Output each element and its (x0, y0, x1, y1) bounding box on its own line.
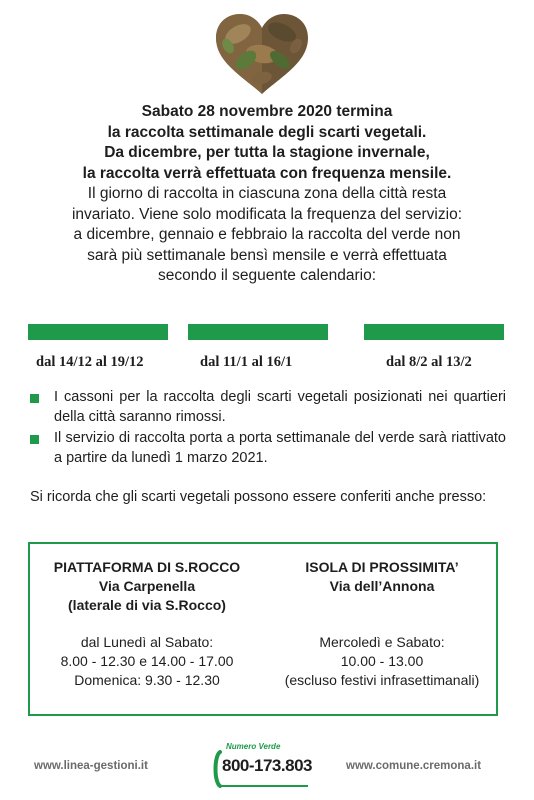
linea-gestioni-link[interactable]: www.linea-gestioni.it (34, 760, 148, 772)
list-item (30, 429, 506, 468)
green-square-bullet-icon (30, 394, 39, 403)
intro-text (20, 102, 514, 287)
bullet-text: Il servizio di raccolta porta a porta settimanale del verde sarà riattivato a partire da lunedì 1 marzo 2021. (54, 430, 506, 466)
location-title: ISOLA DI PROSSIMITA’ (305, 559, 459, 575)
location-hours: Domenica: 9.30 - 12.30 (74, 672, 220, 688)
location-address: Via dell’Annona (329, 578, 435, 594)
location-hours: (escluso festivi infrasettimanali) (284, 672, 480, 688)
green-square-bullet-icon (30, 435, 39, 444)
intro-line: Il giorno di raccolta in ciascuna zona della città resta (87, 185, 447, 202)
location-hours: 8.00 - 12.30 e 14.00 - 17.00 (60, 653, 234, 669)
intro-bold-line: la raccolta verrà effettuata con frequenza mensile. (82, 164, 452, 182)
intro-line: invariato. Viene solo modificata la frequenza del servizio: (71, 205, 462, 223)
comune-cremona-link[interactable]: www.comune.cremona.it (346, 760, 482, 772)
numero-verde-label: Numero Verde (226, 742, 281, 751)
location-hours: 10.00 - 13.00 (340, 653, 424, 669)
intro-line: sarà più settimanale bensì mensile e verrà effettuata (87, 246, 447, 264)
calendar-date-december: dal 14/12 al 19/12 (36, 354, 144, 370)
location-title: PIATTAFORMA DI S.ROCCO (53, 559, 241, 575)
leaf-heart-icon (212, 10, 312, 96)
location-isola-prossimita (266, 558, 498, 690)
calendar-date-january: dal 11/1 al 16/1 (200, 354, 293, 370)
location-hours: Mercoledì e Sabato: (319, 634, 445, 650)
intro-bold-line: Da dicembre, per tutta la stagione invernale, (104, 144, 430, 161)
bullet-text: I cassoni per la raccolta degli scarti vegetali posizionati nei quartieri della città saranno rimossi. (54, 389, 506, 425)
location-address: (laterale di via S.Rocco) (68, 597, 226, 613)
location-san-rocco (34, 558, 260, 690)
reminder-text: Si ricorda che gli scarti vegetali possono essere conferiti anche presso: (30, 489, 487, 505)
list-item (30, 388, 506, 427)
intro-line: secondo il seguente calendario: (157, 267, 376, 284)
intro-bold-line: Sabato 28 novembre 2020 termina (141, 103, 393, 120)
calendar-bar-december (28, 324, 168, 340)
numero-verde-number[interactable]: 800-173.803 (222, 756, 312, 775)
locations-box (28, 542, 498, 716)
intro-line: a dicembre, gennaio e febbraio la raccolta del verde non (73, 226, 461, 243)
numero-verde-badge (212, 742, 320, 790)
bullet-list (30, 388, 506, 470)
location-address: Via Carpenella (98, 578, 196, 594)
calendar-date-february: dal 8/2 al 13/2 (386, 354, 472, 370)
calendar-bar-february (364, 324, 504, 340)
location-hours: dal Lunedì al Sabato: (80, 634, 214, 650)
calendar-bar-january (188, 324, 328, 340)
intro-bold-line: la raccolta settimanale degli scarti vegetali. (107, 123, 427, 141)
